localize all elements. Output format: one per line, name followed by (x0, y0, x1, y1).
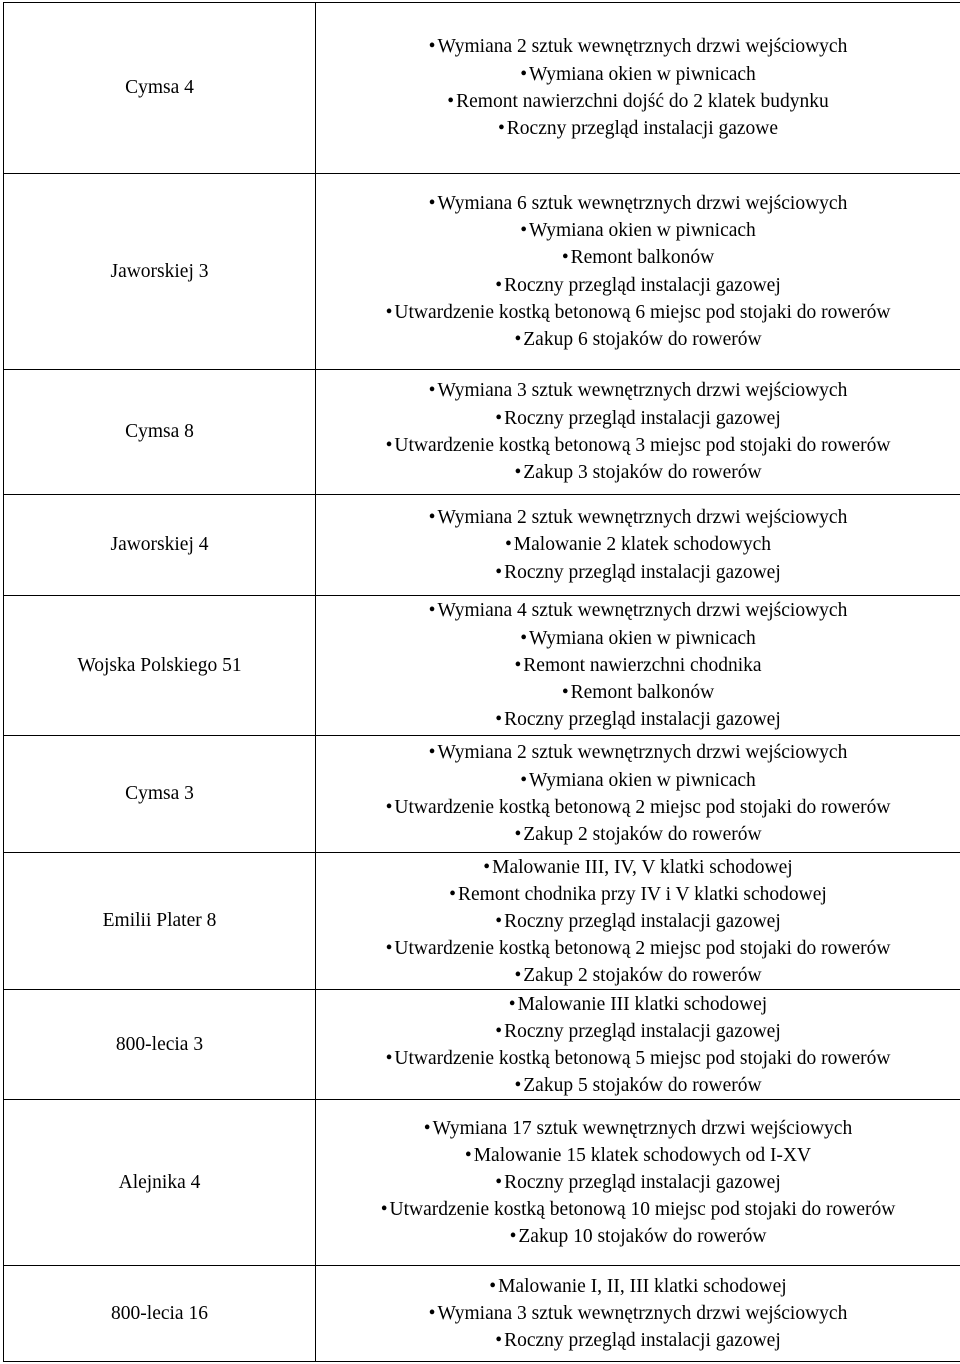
bullet-icon: • (508, 993, 516, 1015)
bullet-icon: • (514, 824, 522, 846)
work-item (316, 115, 960, 142)
work-item-text: Remont nawierzchni dojść do 2 klatek budynku (456, 91, 829, 112)
works-cell (316, 1266, 960, 1362)
work-item (316, 1273, 960, 1300)
address-cell: 800-lecia 3 (4, 990, 316, 1100)
work-item (316, 962, 960, 989)
work-item-text: Wymiana okien w piwnicach (529, 627, 756, 649)
work-item-text: Wymiana 2 sztuk wewnętrznych drzwi wejściowych (437, 742, 848, 764)
bullet-icon: • (495, 910, 503, 932)
bullet-icon: • (449, 883, 456, 905)
work-item (316, 821, 960, 848)
document-page (3, 2, 960, 1362)
work-item-text: Malowanie 2 klatek schodowych (513, 534, 772, 556)
work-item-text: Wymiana 3 sztuk wewnętrznych drzwi wejściowych (437, 1303, 848, 1324)
work-item (316, 88, 960, 115)
bullet-icon: • (520, 627, 528, 649)
bullet-icon: • (385, 1047, 393, 1069)
work-item (316, 504, 960, 531)
works-cell (316, 596, 960, 736)
works-cell (316, 990, 960, 1100)
works-cell (316, 736, 960, 853)
work-item (316, 217, 960, 244)
work-item-text: Roczny przegląd instalacji gazowej (504, 709, 781, 731)
work-item (316, 679, 960, 706)
work-item-text: Malowanie 15 klatek schodowych od I-XV (473, 1145, 812, 1166)
bullet-icon: • (520, 219, 528, 241)
work-item-text: Roczny przegląd instalacji gazowej (504, 561, 781, 583)
address-cell: Wojska Polskiego 51 (4, 596, 316, 736)
bullet-icon: • (495, 709, 503, 731)
bullet-icon: • (495, 274, 503, 296)
bullet-icon: • (428, 380, 436, 402)
table-row (4, 1100, 960, 1266)
work-item-text: Roczny przegląd instalacji gazowej (504, 1020, 781, 1042)
work-item (316, 652, 960, 679)
work-item (316, 881, 960, 908)
work-item-text: Roczny przegląd instalacji gazowej (504, 910, 781, 932)
bullet-icon: • (385, 435, 393, 456)
works-cell (316, 1100, 960, 1266)
work-item (316, 244, 960, 271)
work-item (316, 190, 960, 217)
bullet-icon: • (428, 1303, 436, 1324)
work-item-text: Roczny przegląd instalacji gazowej (504, 274, 781, 296)
work-item-text: Roczny przegląd instalacji gazowej (504, 1172, 781, 1193)
table-row (4, 3, 960, 174)
work-item (316, 377, 960, 404)
works-cell (316, 3, 960, 174)
bullet-icon: • (495, 561, 503, 583)
table-row (4, 736, 960, 853)
work-item-text: Roczny przegląd instalacji gazowe (506, 118, 779, 140)
bullet-icon: • (514, 462, 522, 484)
bullet-icon: • (514, 1074, 522, 1096)
work-item-text: Zakup 10 stojaków do rowerów (518, 1226, 767, 1247)
bullet-icon: • (497, 118, 505, 140)
address-cell: Jaworskiej 3 (4, 174, 316, 370)
bullet-icon: • (514, 654, 522, 676)
bullet-icon: • (520, 769, 528, 791)
bullet-icon: • (423, 1118, 431, 1139)
bullet-icon: • (509, 1226, 517, 1247)
work-item-text: Roczny przegląd instalacji gazowej (504, 1330, 781, 1351)
table-row (4, 495, 960, 596)
address-cell: Emilii Plater 8 (4, 853, 316, 990)
work-item-text: Wymiana 17 sztuk wewnętrznych drzwi wejściowych (432, 1118, 853, 1139)
bullet-icon: • (428, 507, 436, 529)
work-item (316, 706, 960, 733)
table-row (4, 853, 960, 990)
work-item (316, 459, 960, 486)
work-item (316, 1300, 960, 1327)
bullet-icon: • (561, 682, 569, 704)
work-item-text: Roczny przegląd instalacji gazowej (504, 407, 781, 429)
work-item-text: Zakup 5 stojaków do rowerów (523, 1074, 762, 1096)
work-item-text: Wymiana 2 sztuk wewnętrznych drzwi wejściowych (437, 507, 848, 529)
works-cell (316, 370, 960, 495)
work-item (316, 739, 960, 766)
work-item-text: Remont balkonów (570, 247, 715, 269)
bullet-icon: • (514, 964, 522, 986)
work-item-text: Utwardzenie kostką betonową 3 miejsc pod stojaki do rowerów (394, 435, 891, 456)
work-item-text: Wymiana okien w piwnicach (529, 769, 756, 791)
work-item (316, 531, 960, 558)
work-item-text: Zakup 2 stojaków do rowerów (523, 964, 762, 986)
table-row (4, 1266, 960, 1362)
work-item-text: Remont nawierzchni chodnika (523, 654, 762, 676)
work-item (316, 908, 960, 935)
work-item-text: Wymiana 6 sztuk wewnętrznych drzwi wejściowych (437, 192, 848, 214)
bullet-icon: • (495, 1330, 503, 1351)
works-cell (316, 495, 960, 596)
work-item-wrap (358, 1196, 918, 1223)
works-table (3, 2, 960, 1362)
work-item-text: Malowanie I, II, III klatki schodowej (498, 1276, 787, 1297)
bullet-icon: • (489, 1276, 497, 1297)
bullet-icon: • (428, 742, 436, 764)
work-item-text: Zakup 2 stojaków do rowerów (523, 824, 762, 846)
bullet-icon: • (385, 937, 393, 959)
work-item (316, 854, 960, 881)
bullet-icon: • (385, 301, 393, 323)
address-cell: Cymsa 8 (4, 370, 316, 495)
table-row (4, 990, 960, 1100)
bullet-icon: • (561, 247, 569, 269)
work-item (316, 405, 960, 432)
work-item (316, 1196, 960, 1223)
work-item (316, 1142, 960, 1169)
work-item-text: Utwardzenie kostką betonową 2 miejsc pod stojaki do rowerów (394, 937, 891, 959)
work-item (316, 432, 960, 459)
work-item-text: Utwardzenie kostką betonową 10 miejsc pod stojaki do rowerów (389, 1199, 896, 1220)
bullet-icon: • (385, 797, 393, 818)
works-table-body (4, 3, 960, 1362)
work-item (316, 1018, 960, 1045)
work-item-text: Malowanie III klatki schodowej (517, 993, 768, 1015)
work-item-text: Wymiana 2 sztuk wewnętrznych drzwi wejściowych (437, 36, 848, 58)
bullet-icon: • (520, 63, 528, 85)
work-item-text: Malowanie III, IV, V klatki schodowej (492, 856, 793, 878)
work-item (316, 991, 960, 1018)
work-item (316, 935, 960, 962)
bullet-icon: • (428, 36, 436, 58)
table-row (4, 596, 960, 736)
work-item (316, 794, 960, 821)
bullet-icon: • (495, 407, 503, 429)
work-item (316, 299, 960, 326)
work-item-text: Wymiana okien w piwnicach (529, 219, 756, 241)
work-item (316, 767, 960, 794)
work-item (316, 1115, 960, 1142)
table-row (4, 174, 960, 370)
work-item-text: Utwardzenie kostką betonową 6 miejsc pod stojaki do rowerów (394, 301, 891, 323)
work-item-text: Wymiana okien w piwnicach (529, 63, 756, 85)
work-item-text: Zakup 3 stojaków do rowerów (523, 462, 762, 484)
address-cell: Jaworskiej 4 (4, 495, 316, 596)
bullet-icon: • (464, 1145, 472, 1166)
work-item (316, 1072, 960, 1099)
bullet-icon: • (447, 91, 455, 112)
address-cell: Cymsa 4 (4, 3, 316, 174)
work-item-text: Zakup 6 stojaków do rowerów (523, 329, 762, 351)
work-item-text: Wymiana 4 sztuk wewnętrznych drzwi wejściowych (437, 600, 848, 622)
bullet-icon: • (428, 192, 436, 214)
work-item (316, 33, 960, 60)
work-item (316, 559, 960, 586)
bullet-icon: • (514, 329, 522, 351)
work-item (316, 1169, 960, 1196)
work-item (316, 1223, 960, 1250)
work-item (316, 1327, 960, 1354)
table-row (4, 370, 960, 495)
work-item-text: Remont balkonów (570, 682, 715, 704)
works-cell (316, 174, 960, 370)
bullet-icon: • (495, 1020, 503, 1042)
work-item-text: Remont chodnika przy IV i V klatki schodowej (458, 883, 827, 905)
address-cell: Alejnika 4 (4, 1100, 316, 1266)
work-item-text: Wymiana 3 sztuk wewnętrznych drzwi wejściowych (437, 380, 848, 402)
bullet-icon: • (483, 856, 491, 878)
work-item (316, 61, 960, 88)
work-item-text: Utwardzenie kostką betonową 2 miejsc pod stojaki do rowerów (394, 797, 891, 818)
work-item-text: Utwardzenie kostką betonową 5 miejsc pod stojaki do rowerów (394, 1047, 891, 1069)
address-cell: Cymsa 3 (4, 736, 316, 853)
address-cell: 800-lecia 16 (4, 1266, 316, 1362)
bullet-icon: • (495, 1172, 503, 1193)
work-item (316, 326, 960, 353)
work-item (316, 1045, 960, 1072)
work-item (316, 597, 960, 624)
bullet-icon: • (504, 534, 512, 556)
bullet-icon: • (428, 600, 436, 622)
work-item (316, 272, 960, 299)
work-item (316, 625, 960, 652)
bullet-icon: • (380, 1199, 388, 1220)
works-cell (316, 853, 960, 990)
